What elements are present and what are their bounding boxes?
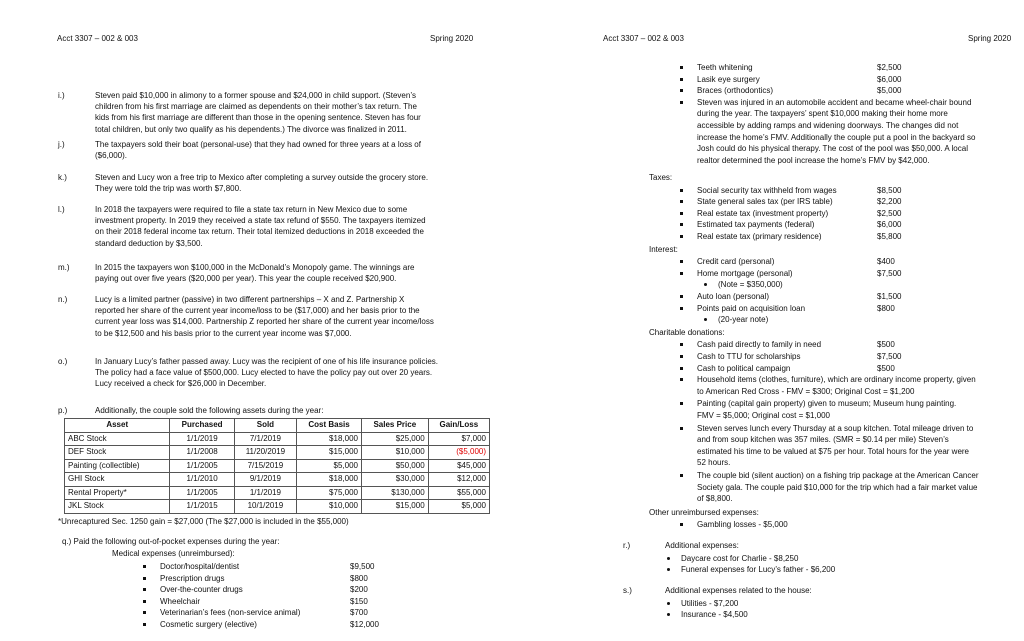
item-name: Daycare cost for Charlie - $8,250	[681, 553, 799, 563]
table-cell: $10,000	[297, 500, 362, 514]
list-item	[697, 256, 895, 267]
expense-name: Prescription drugs	[160, 573, 225, 583]
item-amount: $7,500	[877, 268, 902, 278]
item-amount: $5,800	[877, 232, 902, 241]
dot-bullet-icon	[667, 602, 670, 605]
item-text-line: standard deduction by $3,500.	[95, 238, 203, 248]
table-cell: ($5,000)	[428, 446, 489, 460]
table-cell: 11/20/2019	[234, 446, 296, 460]
table-cell: 1/1/2019	[234, 486, 296, 500]
page-header-right: Spring 2020	[430, 34, 474, 43]
list-item	[697, 185, 902, 196]
table-cell: 1/1/2005	[170, 486, 234, 500]
list-item	[697, 303, 895, 314]
accident-line: during the year. The taxpayers’ spent $10,000 making their home more	[697, 109, 948, 119]
item-text-line: Steven and Lucy won a free trip to Mexico after completing a survey outside the grocery store.	[95, 173, 429, 182]
list-item	[697, 85, 902, 96]
page-header-left: Acct 3307 – 002 & 003	[57, 34, 138, 43]
bullet-icon	[143, 588, 146, 591]
bullet-icon	[143, 565, 146, 568]
bullet-icon	[680, 189, 683, 192]
item-amount: $500	[877, 340, 895, 350]
item-label: n.)	[58, 295, 68, 304]
dot-bullet-icon	[704, 318, 707, 321]
item-text-line: to be $12,500 and his basis prior to the current year income was $7,000.	[95, 328, 352, 338]
item-name: Household items (clothes, furniture), which are ordinary income property, given	[697, 375, 976, 385]
accident-line: Josh could do his physical therapy. The cost of the pool was $50,000. A local	[697, 144, 968, 154]
list-item	[697, 339, 895, 350]
table-cell: $10,000	[361, 446, 428, 460]
page-header-left: Acct 3307 – 002 & 003	[603, 34, 684, 43]
section-heading: Additional expenses related to the house:	[665, 586, 812, 595]
bullet-icon	[680, 355, 683, 358]
item-text-line: The policy had a face value of $500,000. Lucy elected to have the policy pay out over 20 years.	[95, 368, 433, 378]
bullet-icon	[143, 611, 146, 614]
item-text-line: total children, but only two qualify as his dependents.) The divorce was finalized in 2011.	[95, 124, 407, 134]
item-amount: $8,500	[877, 185, 902, 195]
table-cell: $18,000	[297, 432, 362, 446]
table-cell: 1/1/2019	[170, 432, 234, 446]
assets-intro: Additionally, the couple sold the following assets during the year:	[95, 406, 324, 415]
medical-heading: Medical expenses (unreimbursed):	[112, 549, 235, 558]
table-cell: 1/1/2015	[170, 500, 234, 514]
bullet-icon	[680, 427, 683, 430]
item-text-line: In 2018 the taxpayers were required to file a state tax return in New Mexico due to some	[95, 205, 408, 214]
bullet-icon	[680, 307, 683, 310]
table-cell: GHI Stock	[65, 473, 170, 487]
item-amount: $2,500	[877, 63, 902, 72]
bullet-icon	[680, 200, 683, 203]
item-name: Teeth whitening	[697, 63, 753, 72]
table-cell: 7/15/2019	[234, 459, 296, 473]
table-row	[65, 473, 490, 487]
item-name: Points paid on acquisition loan	[697, 303, 806, 313]
dot-bullet-icon	[667, 557, 670, 560]
bullet-icon	[143, 577, 146, 580]
table-cell: 10/1/2019	[234, 500, 296, 514]
list-item	[681, 609, 748, 620]
expense-name: Over-the-counter drugs	[160, 585, 243, 595]
charity-line: Society gala. The couple paid $10,000 for the trip which had a fair market value	[697, 482, 978, 492]
table-cell: 9/1/2019	[234, 473, 296, 487]
item-name: Cash to political campaign	[697, 363, 791, 373]
item-name: Painting (capital gain property) given to museum; Museum hung painting.	[697, 399, 957, 409]
item-label: j.)	[58, 140, 65, 149]
item-text-line: They were told the trip was worth $7,800.	[95, 184, 242, 194]
expense-item	[160, 573, 368, 584]
expense-name: Cosmetic surgery (elective)	[160, 620, 257, 629]
item-amount: $2,200	[877, 197, 902, 207]
item-name: Estimated tax payments (federal)	[697, 220, 815, 230]
item-text-line: Lucy received a check for $26,000 in December.	[95, 379, 267, 389]
item-name: Funeral expenses for Lucy’s father - $6,200	[681, 565, 836, 575]
item-text-line: investment property. In 2019 they received a state tax refund of $550. The taxpayers itemized	[95, 216, 426, 226]
bullet-icon	[680, 378, 683, 381]
item-name: Real estate tax (primary residence)	[697, 232, 822, 241]
dot-bullet-icon	[704, 283, 707, 286]
charity-line: FMV = $5,000; Original cost = $1,000	[697, 410, 830, 420]
item-name: Gambling losses - $5,000	[697, 520, 788, 530]
charity-line: to American Red Cross - FMV = $300; Original Cost = $1,200	[697, 386, 915, 396]
table-header: Purchased	[170, 419, 234, 433]
charity-line: of $8,800.	[697, 494, 733, 504]
item-text-line: ($6,000).	[95, 151, 128, 161]
other-heading: Other unreimbursed expenses:	[649, 507, 759, 517]
list-item	[697, 196, 902, 207]
item-name: (Note = $350,000)	[718, 280, 783, 290]
dot-bullet-icon	[667, 613, 670, 616]
table-header-row	[65, 419, 490, 433]
item-label: l.)	[58, 205, 65, 214]
bullet-icon	[143, 600, 146, 603]
item-text-line: Steven paid $10,000 in alimony to a former spouse and $24,000 in child support. (Steven’s	[95, 91, 416, 100]
item-text-line: In January Lucy’s father passed away. Lucy was the recipient of one of his life insurance policies.	[95, 357, 439, 366]
bullet-icon	[680, 78, 683, 81]
list-item	[681, 564, 835, 575]
item-text-line: paying out over five years ($20,000 per year). This year the couple received $20,900.	[95, 274, 397, 284]
list-item	[697, 351, 902, 362]
table-header: Cost Basis	[297, 419, 362, 433]
list-item	[718, 279, 783, 290]
item-name: The couple bid (silent auction) on a fishing trip package at the American Cancer	[697, 471, 979, 480]
taxes-heading: Taxes:	[649, 173, 673, 182]
item-name: Social security tax withheld from wages	[697, 185, 837, 195]
list-item	[718, 314, 768, 325]
item-name: Steven was injured in an automobile accident and became wheel-chair bound	[697, 97, 972, 107]
item-amount: $500	[877, 363, 895, 373]
table-cell: 1/1/2008	[170, 446, 234, 460]
table-cell: $15,000	[361, 500, 428, 514]
assets-table	[64, 418, 490, 514]
expense-amount: $150	[350, 596, 368, 606]
expense-item	[160, 607, 368, 618]
dot-bullet-icon	[667, 568, 670, 571]
table-cell: 7/1/2019	[234, 432, 296, 446]
accident-line: accessible by adding ramps and widening doorways. The changes did not	[697, 120, 959, 130]
list-item	[697, 219, 902, 230]
item-text-line: children from his first marriage are claimed as dependents on their mother’s tax return. The	[95, 102, 417, 112]
item-name: Cash paid directly to family in need	[697, 340, 822, 350]
table-cell: $5,000	[428, 500, 489, 514]
expense-amount: $200	[350, 585, 368, 595]
list-item	[697, 363, 895, 374]
table-cell: DEF Stock	[65, 446, 170, 460]
table-cell: 1/1/2005	[170, 459, 234, 473]
list-item	[681, 553, 798, 564]
item-name: State general sales tax (per IRS table)	[697, 197, 833, 207]
item-amount: $7,500	[877, 352, 902, 361]
table-row	[65, 459, 490, 473]
table-header: Asset	[65, 419, 170, 433]
bullet-icon	[680, 474, 683, 477]
expense-amount: $9,500	[350, 562, 375, 571]
bullet-icon	[680, 101, 683, 104]
item-name: Lasik eye surgery	[697, 74, 760, 84]
item-text-line: reported her share of the current year income/loss to be ($17,000) and her basis prior to the	[95, 306, 420, 316]
bullet-icon	[680, 89, 683, 92]
item-label: p.)	[58, 406, 68, 415]
bullet-icon	[680, 66, 683, 69]
item-text-line: on their 2018 federal income tax return. Their total itemized deductions in 2018 exceeded the	[95, 227, 424, 237]
list-item	[681, 598, 738, 609]
expense-amount: $12,000	[350, 620, 379, 629]
accident-line: realtor determined the pool increase the home’s FMV by $42,000.	[697, 155, 930, 165]
item-name: Utilities - $7,200	[681, 598, 739, 608]
charity-line: 52 hours.	[697, 458, 731, 468]
bullet-icon	[680, 212, 683, 215]
list-item	[697, 519, 788, 530]
item-amount: $6,000	[877, 220, 902, 230]
accident-item	[697, 97, 976, 165]
bullet-icon	[680, 295, 683, 298]
table-cell: Painting (collectible)	[65, 459, 170, 473]
bullet-icon	[680, 523, 683, 526]
item-label: i.)	[58, 91, 65, 100]
list-item	[697, 62, 902, 73]
expense-item	[160, 584, 368, 595]
expense-item	[160, 619, 379, 630]
page-header-right: Spring 2020	[968, 34, 1012, 43]
list-item	[697, 208, 902, 219]
list-item	[697, 231, 902, 242]
charity-line: estimated his time to be valued at $75 per hour. Total hours for the year were	[697, 446, 970, 456]
table-cell: $130,000	[361, 486, 428, 500]
item-label: o.)	[58, 357, 68, 366]
table-cell: JKL Stock	[65, 500, 170, 514]
list-item	[697, 74, 902, 85]
table-row	[65, 432, 490, 446]
item-name: Credit card (personal)	[697, 257, 775, 267]
assets-footnote: *Unrecaptured Sec. 1250 gain = $27,000 (The $27,000 is included in the $55,000)	[58, 517, 349, 526]
charity-line: and from soup kitchen was 357 miles. (SMR = $0.14 per mile) Steven’s	[697, 435, 949, 445]
table-cell: $75,000	[297, 486, 362, 500]
item-text-line: The taxpayers sold their boat (personal-use) that they had owned for three years at a loss of	[95, 140, 421, 149]
table-cell: $55,000	[428, 486, 489, 500]
bullet-icon	[680, 235, 683, 238]
table-cell: ABC Stock	[65, 432, 170, 446]
expense-name: Doctor/hospital/dentist	[160, 562, 240, 571]
charity-item	[697, 374, 976, 396]
table-cell: $50,000	[361, 459, 428, 473]
bullet-icon	[680, 223, 683, 226]
table-cell: 1/1/2010	[170, 473, 234, 487]
item-amount: $1,500	[877, 292, 902, 301]
table-cell: Rental Property*	[65, 486, 170, 500]
table-cell: $5,000	[297, 459, 362, 473]
table-row	[65, 486, 490, 500]
expense-item	[160, 596, 368, 607]
interest-heading: Interest:	[649, 244, 678, 254]
list-item	[697, 268, 902, 279]
table-body	[65, 432, 490, 513]
table-row	[65, 500, 490, 514]
charity-heading: Charitable donations:	[649, 327, 725, 337]
item-text-line: In 2015 the taxpayers won $100,000 in the McDonald’s Monopoly game. The winnings are	[95, 263, 415, 272]
table-cell: $7,000	[428, 432, 489, 446]
item-name: Cash to TTU for scholarships	[697, 352, 801, 361]
table-header: Sold	[234, 419, 296, 433]
table-cell: $18,000	[297, 473, 362, 487]
charity-item	[697, 398, 957, 420]
bullet-icon	[680, 272, 683, 275]
expense-name: Veterinarian’s fees (non-service animal)	[160, 608, 301, 618]
expense-name: Wheelchair	[160, 596, 201, 606]
right-page	[512, 0, 1024, 641]
accident-line: increase the home’s FMV. Additionally the couple put a pool in the backyard so	[697, 132, 976, 142]
expense-amount: $700	[350, 608, 368, 618]
table-row	[65, 446, 490, 460]
item-name: Insurance - $4,500	[681, 610, 748, 620]
item-label: r.)	[623, 541, 631, 550]
item-label: k.)	[58, 173, 67, 182]
table-cell: $12,000	[428, 473, 489, 487]
item-name: Real estate tax (investment property)	[697, 208, 829, 218]
item-amount: $6,000	[877, 74, 902, 84]
item-name: Steven serves lunch every Thursday at a soup kitchen. Total mileage driven to	[697, 423, 974, 433]
item-name: Braces (orthodontics)	[697, 86, 774, 96]
bullet-icon	[680, 343, 683, 346]
item-name: (20-year note)	[718, 315, 769, 325]
item-amount: $400	[877, 257, 895, 267]
bullet-icon	[680, 367, 683, 370]
expenses-intro: q.) Paid the following out-of-pocket expenses during the year:	[62, 537, 280, 546]
item-text-line: kids from his first marriage are different than those in the opening sentence. Steven has four	[95, 113, 421, 123]
list-item	[697, 291, 902, 302]
expense-item	[160, 561, 375, 572]
table-header: Sales Price	[361, 419, 428, 433]
item-label: s.)	[623, 586, 632, 595]
charity-item	[697, 423, 974, 468]
table-header: Gain/Loss	[428, 419, 489, 433]
item-amount: $800	[877, 303, 895, 313]
item-text-line: current year loss was $14,000. Partnership Z reported her share of the current year income/loss	[95, 317, 434, 327]
item-name: Auto loan (personal)	[697, 292, 770, 301]
item-amount: $5,000	[877, 86, 902, 96]
item-name: Home mortgage (personal)	[697, 268, 793, 278]
bullet-icon	[680, 402, 683, 405]
bullet-icon	[680, 260, 683, 263]
item-text-line: Lucy is a limited partner (passive) in two different partnerships – X and Z. Partnership X	[95, 295, 405, 304]
bullet-icon	[143, 623, 146, 626]
item-amount: $2,500	[877, 208, 902, 218]
table-cell: $30,000	[361, 473, 428, 487]
expense-amount: $800	[350, 573, 368, 583]
table-cell: $45,000	[428, 459, 489, 473]
table-cell: $25,000	[361, 432, 428, 446]
item-label: m.)	[58, 263, 70, 272]
table-cell: $15,000	[297, 446, 362, 460]
section-heading: Additional expenses:	[665, 541, 739, 550]
charity-item	[697, 470, 979, 504]
